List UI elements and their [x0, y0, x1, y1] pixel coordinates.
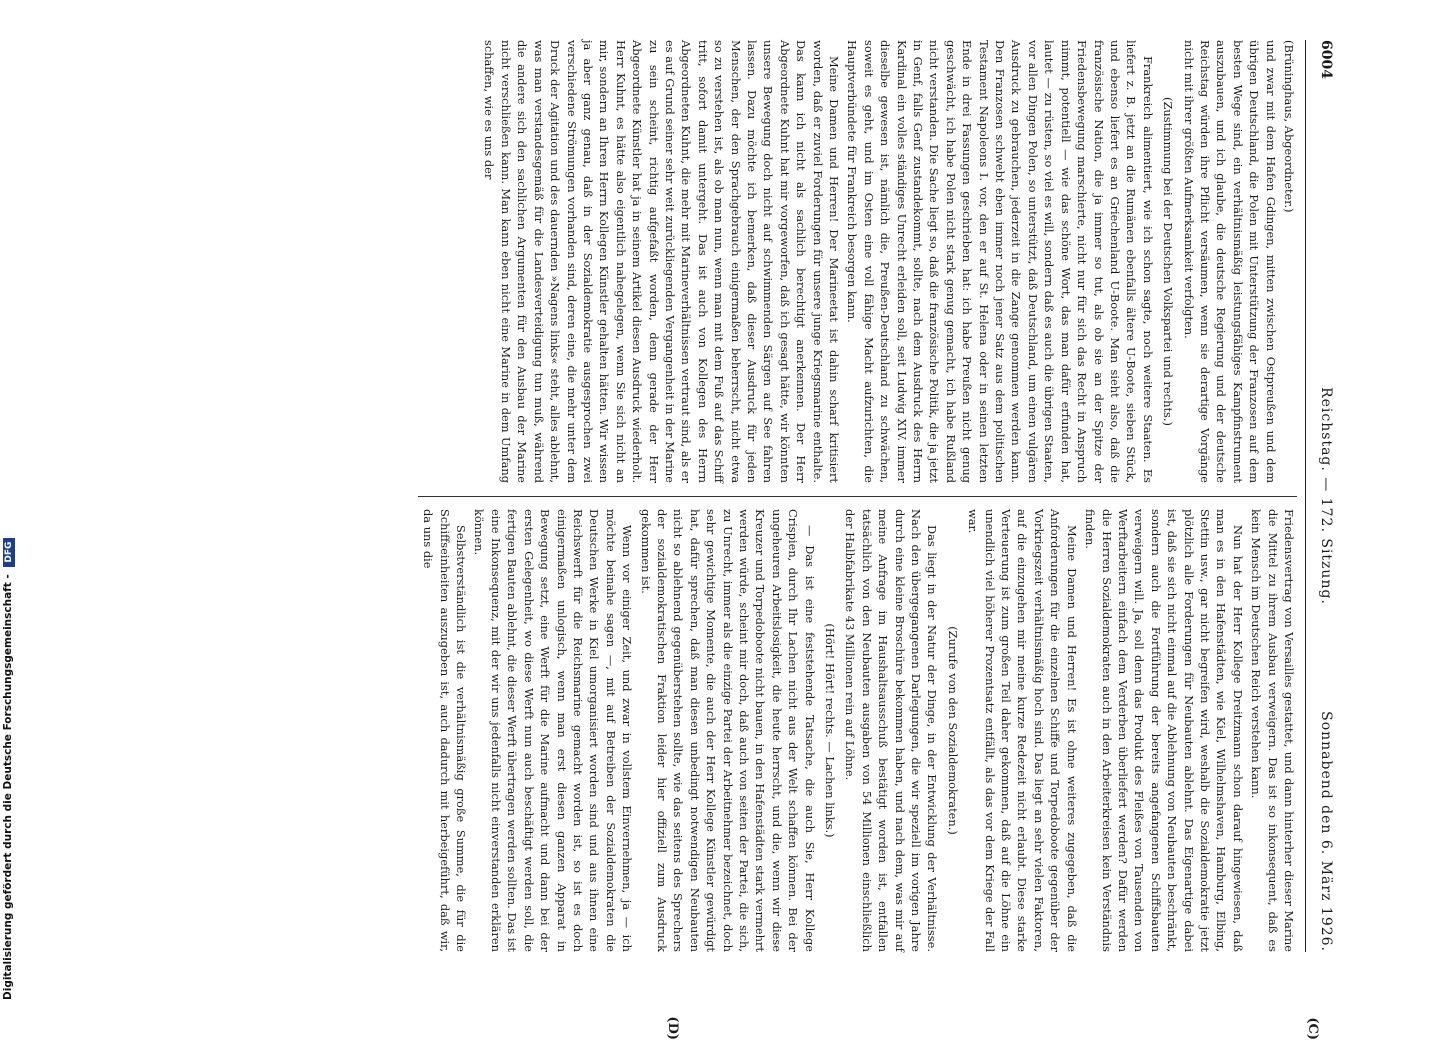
right-column [418, 509, 1297, 952]
session-date: Sonnabend den 6. März 1926. [1318, 711, 1334, 952]
rotated-document-page [110, 0, 1380, 1040]
column-divider [418, 496, 1297, 497]
interjection: (Zustimmung bei der Deutschen Volkspartei und rechts.) [1161, 97, 1176, 426]
paragraph: Selbstverständlich ist die verhältnismäßig große Summe, die für die Schiffseinheiten auszugeben ist, auch dadurch mit herbeigeführt, daß wir, da uns die [421, 509, 469, 952]
paragraph: und zwar mit dem Hafen Gdingen, mitten zwischen Ostpreußen und dem übrigen Deutschland, die Polen mit Unterstützung der Franzosen auf dem besten Wege sind, ein verhältnismäßig leistungsfähiges Kampfinstrument auszubauen, und ich glaube, die deutsche Regierung und der deutsche Reichstag würden ihre Pflicht versäumen, wenn sie derartige Vorgänge nicht mit ihrer größten Aufmerksamkeit verfolgten. [1181, 40, 1278, 483]
paragraph: Frankreich alimentiert, wie ich schon sagte, noch weitere Staaten. Es liefert z. B. jetzt an die Rumänen ebenfalls ältere U-Boote, sieben Stück, und ebenso liefert es an Griechenland U-Boote. Man sieht also, daß die französische Nation, die ja immer so tut, als ob sie an der Spitze der Friedensbewegung marschierte, nicht nur für sich das Recht in Anspruch nimmt, potentiell — wie das schöne Wort, das man dafür erfunden hat, lautet — zu rüsten, so viel es will, sondern daß es auch die übrigen Staaten, vor allen Dingen Polen, so unterstützt, daß Deutschland, um einen vulgären Ausdruck zu gebrauchen, jederzeit in die Zange genommen werden kann. Den Franzosen schwebt eben immer noch jener Satz aus dem politischen Testament Napoleons I. vor, den er auf St. Helena oder in seinen letzten Ende in drei Fassungen geschrieben hat: ich habe Preußen nicht genug geschwächt, ich habe Polen nicht stark genug gemacht, ich habe Rußland nicht verstanden. Die Sache liegt so, daß die französische Politik, die ja jetzt in Genf, falls Genf zustandekommt, sollte, nach dem Ausdruck des Herrn Kardinal ein volles ständiges Unrecht erleiden soll, seit Ludwig XIV. immer dieselbe gewesen ist, nämlich die, Preußen-Deutschland zu schwächen, soweit es geht, und im Osten eine voll fähige Macht aufzurichten, die Hauptverbündete für Frankreich besorgen kann. [845, 40, 1155, 483]
margin-mark-d: (D) [665, 1016, 680, 1040]
left-column [418, 40, 1297, 483]
paragraph: — Das ist eine feststehende Tatsache, die auch Sie, Herr Kollege Crispien, durch Ihr Lachen nicht aus der Welt schaffen können. Bei der ungeheuren Arbeitslosigkeit, die heute herrscht, und die, wenn wir diese Kreuzer und Torpedoboote nicht bauen, in den Hafenstädten stark vermehrt werden würde, scheint mir doch, daß auch von seiten der Partei, die sich, zu Unrecht, immer als die einzige Partei der Arbeitnehmer bezeichnet, doch sehr gewichtige Momente, die auch der Herr Kollege Künstler gewürdigt hat, dafür sprechen, daß man diesen unbedingt notwendigen Neubauten nicht so ablehnend gegenüberstehen sollte, wie das seitens des Sprechers der sozialdemokratischen Fraktion leider hier offiziell zum Ausdruck gekommen ist. [638, 509, 817, 952]
paragraph: Nun hat der Herr Kollege Dreitzmann schon darauf hingewiesen, daß man es in den Hafenstädten, wie Kiel, Wilhelmshaven, Hamburg, Elbing, Stettin usw., gar nicht begreifen wird, weshalb die Sozialdemokratie jetzt plötzlich alle Forderungen für Neubauten ablehnt. Das Eigenartige dabei ist, daß sie sich nicht einmal auf die Ablehnung von Neubauten beschränkt, sondern auch die Fortführung der bereits angefangenen Schiffsbauten verweigern will. Ja, soll denn das Produkt des Fleißes von Tausenden von Werftarbeitern einfach dem Verderben überliefert werden? Dafür werden die Herren Sozialdemokraten auch in den Arbeiterkreisen kein Verständnis finden. [1083, 509, 1245, 952]
digitization-credit [2, 0, 16, 1000]
interjection: (Hört! Hört! rechts. — Lachen links.) [823, 623, 838, 838]
interjection: (Zurufe von den Sozialdemokraten.) [945, 626, 960, 835]
paragraph: Meine Damen und Herren! Es ist ohne weiteres zugegeben, daß die Anforderungen für die einzelnen Schiffe und Torpedoboote gegenüber der Vorkriegszeit verhältnismäßig hoch sind. Das liegt an sehr vielen Faktoren, auf die einzugehen mir meine kurze Redezeit nicht erlaubt. Diese starke Verteuerung ist zum großen Teil daher gekommen, daß auf die Löhne ein unendlich viel höherer Prozentsatz entfällt, als das vor dem Kriege der Fall war. [966, 509, 1079, 952]
paragraph: Friedensvertrag von Versailles gestattet, und dann hinterher dieser Marine die Mittel zu ihrem Ausbau verweigern. Das ist so inkonsequent, daß es kein Mensch im Deutschen Reich verstehen kann. [1249, 509, 1296, 952]
page-header [1305, 40, 1338, 952]
paragraph: Wenn vor einiger Zeit, und zwar in vollstem Einvernehmen, ja — ich möchte beinahe sagen —, mit auf Betreiben der Sozialdemokraten die Deutschen Werke in Kiel umorganisiert worden sind und aus ihnen eine Reichswerft für die Reichsmarine gemacht worden ist, so ist es doch einigermaßen unlogisch, wenn man erst diesen ganzen Apparat in Bewegung setzt, eine Werft für die Marine aufmacht und dann bei der ersten Gelegenheit, wo diese Werft nun auch beschäftigt werden soll, die fertigen Bauten ablehnt, die dieser Werft übertragen werden sollten. Das ist eine Inkonsequenz, mit der wir uns jedenfalls nicht einverstanden erklären können. [472, 509, 635, 952]
paragraph: Meine Damen und Herren! Der Marineetat ist dahin scharf kritisiert worden, daß er zuviel Forderungen für unsere junge Kriegsmarine enthalte. Das kann ich nicht als sachlich berechtigt anerkennen. Der Herr Abgeordnete Kuhnt hat mir vorgeworfen, daß ich gesagt hätte, wir könnten unsere Bewegung doch nicht auf schwimmenden Särgen auf See fahren lassen. Dazu möchte ich bemerken, daß dieser Ausdruck für jeden Menschen, der den Sprachgebrauch einigermaßen beherrscht, nicht etwa so zu verstehen ist, als ob man nun, wenn man mit dem Fuß auf das Schiff tritt, sofort damit untergeht. Das ist auch von Kollegen des Herrn Abgeordneten Kuhnt, die mehr mit Marineverhältnissen vertraut sind, als er es auf Grund seiner sehr weit zurückliegenden Vergangenheit in der Marine zu sein scheint, richtig aufgefaßt worden, denn gerade der Herr Abgeordnete Künstler hat ja in seinem Artikel diesen Ausdruck wiederholt. Herr Kuhnt, es hätte also eigentlich nahegelegen, wenn Sie sich nicht an mir, sondern an Ihren Herrn Kollegen Künstler gehalten hätten. Wir wissen ja aber ganz genau, daß in der Sozialdemokratie ausgesprochen zwei verschiedene Strömungen vorhanden sind, deren eine, die mehr unter dem Druck der Agitation und des dauernden »Nagens links« steht, alles ablehnt, was man verstandesgemäß für die Landesverteidigung tun muß, während die andere sich den sachlichen Argumenten für den Ausbau der Marine nicht verschließen kann. Man kann eben nicht eine Marine in dem Umfang schaffen, wie es uns der [482, 40, 842, 483]
session-title: Reichstag. — 172. Sitzung. [1318, 387, 1334, 605]
speaker-line: (Brüninghaus, Abgeordneter.) [1282, 40, 1296, 213]
margin-mark-c: (C) [1305, 1017, 1320, 1040]
dfg-logo: DFG [3, 538, 15, 567]
credit-text: Digitalisierung gefördert durch die Deutsche Forschungsgemeinschaft - [2, 574, 14, 1000]
paragraph: Das liegt in der Natur der Dinge, in der Entwicklung der Verhältnisse. Nach den übergegangenen Darlegungen, die wir speziell im vorigen Jahre durch eine kleine Broschüre bekommen haben, und nach dem, was mir auf meine Anfrage im Haushaltsausschuß bestätigt worden ist, entfallen tatsächlich von den Neubauten ausgaben von 54 Millionen einschließlich der Halbfabrikate 43 Millionen rein auf Löhne. [843, 509, 940, 952]
text-columns [418, 40, 1297, 952]
page-number: 6004 [1318, 40, 1334, 79]
